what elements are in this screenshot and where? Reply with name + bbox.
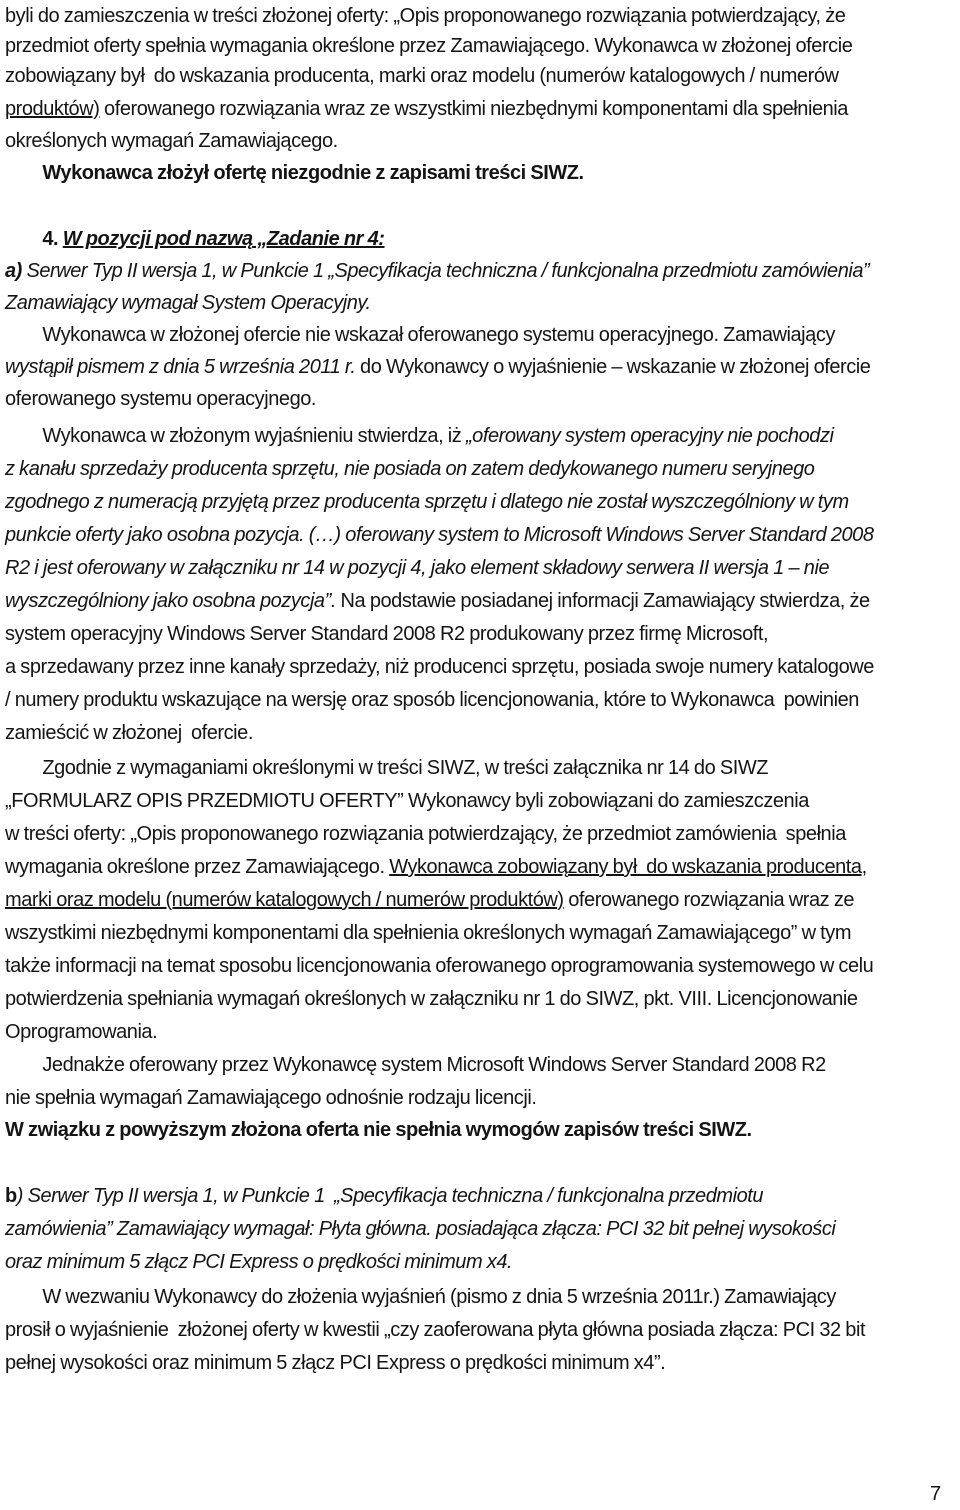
text-run: prosił o wyjaśnienie złożonej oferty w kwestii „czy zaoferowana płyta główna posiada złącza: PCI 32 bit <box>5 1319 866 1341</box>
text-run: wystąpił pismem z dnia 5 września 2011 r. <box>5 356 356 378</box>
text-run: W pozycji pod nazwą „Zadanie nr 4: <box>62 228 385 250</box>
text-run: „FORMULARZ OPIS PRZEDMIOTU OFERTY” Wykonawcy byli zobowiązani do zamieszczenia <box>5 790 809 812</box>
text-run: system operacyjny Windows Server Standard 2008 R2 produkowany przez firmę Microsoft, <box>5 623 769 645</box>
text-run: oferowanego rozwiązania wraz ze wszystkimi niezbędnymi komponentami dla spełnienia <box>99 98 848 120</box>
text-run: także informacji na temat sposobu licencjonowania oferowanego oprogramowania systemowego w celu <box>5 955 874 977</box>
text-run: pełnej wysokości oraz minimum 5 złącz PCI Express o prędkości minimum x4”. <box>5 1352 666 1374</box>
text-line <box>5 686 859 714</box>
text-line <box>5 422 834 450</box>
text-run: ) Serwer Typ II wersja 1, w Punkcie 1 „Specyfikacja techniczna / funkcjonalna przedmiotu <box>16 1185 764 1207</box>
page-number: 7 <box>930 1483 942 1505</box>
text-run: Jednakże oferowany przez Wykonawcę system Microsoft Windows Server Standard 2008 R2 <box>5 1054 826 1076</box>
text-run: marki oraz modelu (numerów katalogowych / numerów produktów) <box>5 889 564 911</box>
text-run: oferowanego systemu operacyjnego. <box>5 388 317 410</box>
text-line <box>5 754 768 782</box>
text-line <box>5 1316 865 1344</box>
text-line <box>5 587 870 615</box>
text-line <box>5 455 814 483</box>
text-line <box>5 554 829 582</box>
text-run: oferowanego rozwiązania wraz ze <box>563 889 855 911</box>
text-run: w treści oferty: „Opis proponowanego rozwiązania potwierdzający, że przedmiot zamówienia spełnia <box>5 823 846 845</box>
text-run: a sprzedawany przez inne kanały sprzedaży, niż producenci sprzętu, posiada swoje numery katalogowe <box>5 656 874 678</box>
text-line <box>5 353 870 381</box>
text-run: b <box>5 1185 17 1207</box>
text-run: do Wykonawcy o wyjaśnienie – wskazanie w złożonej ofercie <box>355 356 871 378</box>
text-line <box>5 1215 835 1243</box>
text-run: produktów) <box>5 98 100 120</box>
text-line <box>5 719 253 747</box>
text-run: „oferowany system operacyjny nie pochodzi <box>465 425 834 447</box>
text-run <box>5 228 42 250</box>
text-run: zamówienia” Zamawiający wymagał: Płyta główna. posiadająca złącza: PCI 32 bit pełnej wysokości <box>5 1218 836 1240</box>
text-run: Wykonawca zobowiązany był do wskazania producenta, <box>389 856 867 878</box>
text-run: zamieścić w złożonej ofercie. <box>5 722 253 744</box>
text-line <box>5 488 849 516</box>
text-run: R2 i jest oferowany w załączniku nr 14 w pozycji 4, jako element składowy serwera II wersja 1 – nie <box>5 557 830 579</box>
text-line <box>5 225 385 253</box>
text-run: wszystkimi niezbędnymi komponentami dla spełnienia określonych wymagań Zamawiającego” w tym <box>5 922 852 944</box>
text-run: przedmiot oferty spełnia wymagania określone przez Zamawiającego. Wykonawca w złożonej ofercie <box>5 35 853 57</box>
text-line <box>5 886 854 914</box>
text-line <box>5 853 867 881</box>
text-run: Serwer Typ II wersja 1, w Punkcie 1 „Specyfikacja techniczna / funkcjonalna przedmiotu zamówienia” <box>21 260 870 282</box>
text-line <box>5 820 846 848</box>
text-run: a) <box>5 260 22 282</box>
text-run: wymagania określone przez Zamawiającego. <box>5 856 390 878</box>
text-run: Na podstawie posiadanej informacji Zamawiający stwierdza, że <box>335 590 870 612</box>
text-run: 4. <box>42 228 63 250</box>
text-run: wyszczególniony jako osobna pozycja”. <box>5 590 336 612</box>
text-line <box>5 321 835 349</box>
text-line <box>5 62 838 90</box>
text-run: określonych wymagań Zamawiającego. <box>5 130 338 152</box>
text-line <box>5 985 858 1013</box>
text-run: z kanału sprzedaży producenta sprzętu, nie posiada on zatem dedykowanego numeru seryjnego <box>5 458 815 480</box>
text-line <box>5 2 845 30</box>
text-line <box>5 159 584 187</box>
text-line <box>5 787 809 815</box>
text-run: W związku z powyższym złożona oferta nie spełnia wymogów zapisów treści SIWZ. <box>5 1119 752 1141</box>
text-line <box>5 1051 826 1079</box>
text-run: Zgodnie z wymaganiami określonymi w treści SIWZ, w treści załącznika nr 14 do SIWZ <box>5 757 769 779</box>
text-run: Wykonawca w złożonym wyjaśnieniu stwierdza, iż <box>5 425 466 447</box>
text-line <box>5 32 852 60</box>
text-run: / numery produktu wskazujące na wersję oraz sposób licencjonowania, które to Wykonawca powinien <box>5 689 859 711</box>
text-run: Wykonawca złożył ofertę niezgodnie z zapisami treści SIWZ. <box>42 162 584 184</box>
text-line <box>5 127 338 155</box>
text-run: punkcie oferty jako osobna pozycja. (…) oferowany system to Microsoft Windows Server Standard 2008 <box>5 524 874 546</box>
text-line <box>5 1018 157 1046</box>
text-line <box>5 385 316 413</box>
text-line <box>5 653 874 681</box>
text-line <box>5 289 371 317</box>
text-line <box>5 919 851 947</box>
text-run: W wezwaniu Wykonawcy do złożenia wyjaśnień (pismo z dnia 5 września 2011r.) Zamawiający <box>5 1286 836 1308</box>
text-line <box>5 95 848 123</box>
text-line <box>5 952 873 980</box>
text-line <box>5 257 869 285</box>
text-line <box>5 521 874 549</box>
text-run: byli do zamieszczenia w treści złożonej oferty: „Opis proponowanego rozwiązania potwierdzający, że <box>5 5 846 27</box>
text-run: zgodnego z numeracją przyjętą przez producenta sprzętu i dlatego nie został wyszczególniony w tym <box>5 491 849 513</box>
text-run: nie spełnia wymagań Zamawiającego odnośnie rodzaju licencji. <box>5 1087 537 1109</box>
text-line <box>5 1084 536 1112</box>
text-run: Wykonawca w złożonej ofercie nie wskazał oferowanego systemu operacyjnego. Zamawiający <box>42 324 835 346</box>
text-line <box>5 1116 752 1144</box>
text-run: zobowiązany był do wskazania producenta, marki oraz modelu (numerów katalogowych / numerów <box>5 65 839 87</box>
text-run <box>5 324 42 346</box>
text-line <box>5 1283 836 1311</box>
text-run <box>5 162 42 184</box>
text-run: potwierdzenia spełniania wymagań określonych w załączniku nr 1 do SIWZ, pkt. VIII. Licencjonowanie <box>5 988 858 1010</box>
text-run: oraz minimum 5 złącz PCI Express o prędkości minimum x4. <box>5 1251 513 1273</box>
text-line <box>5 1248 512 1276</box>
text-run: Oprogramowania. <box>5 1021 158 1043</box>
text-line <box>5 1182 763 1210</box>
text-line <box>5 620 768 648</box>
text-run: Zamawiający wymagał System Operacyjny. <box>5 292 371 314</box>
text-line <box>5 1349 665 1377</box>
